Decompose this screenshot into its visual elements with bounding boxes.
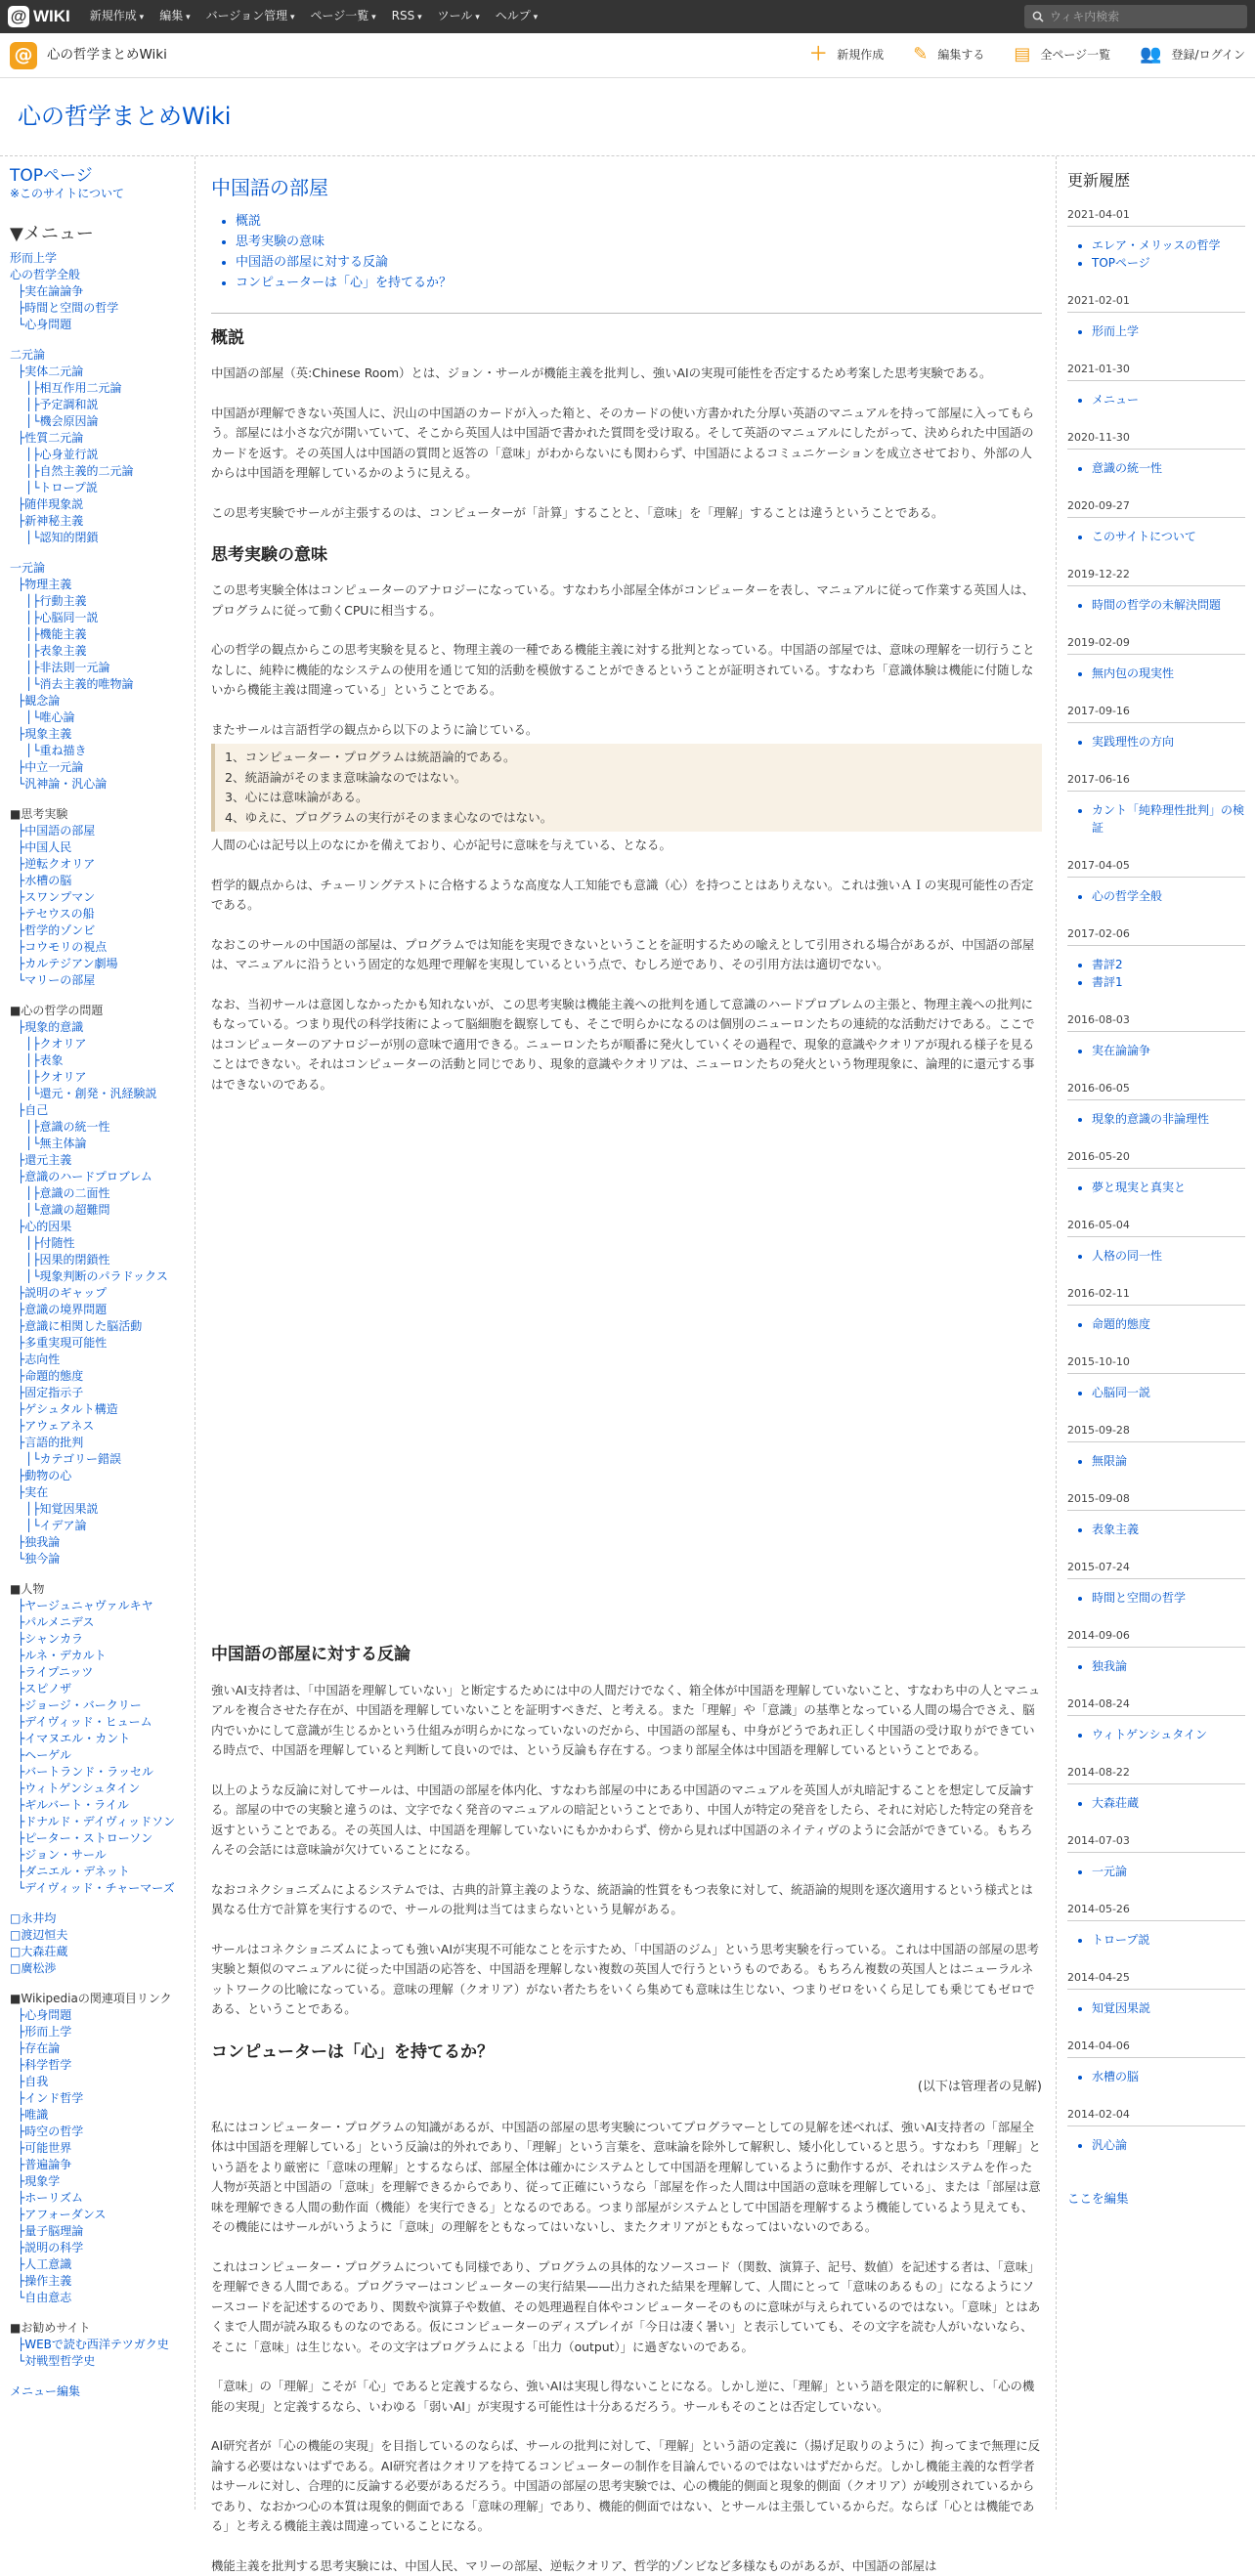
history-item[interactable]: • 知覚因果説	[1092, 1999, 1245, 2017]
history-list	[1092, 1726, 1245, 1743]
sidebar-item[interactable]: └デイヴィッド・チャーマーズ	[18, 1881, 175, 1895]
history-date: 2014-08-22	[1067, 1765, 1245, 1784]
divider	[211, 313, 1042, 314]
history-item[interactable]: • エレア・メリッスの哲学	[1092, 236, 1245, 254]
sidebar-item[interactable]: │└認知的閉鎖	[25, 531, 99, 544]
sidebar-item[interactable]: │└現象判断のパラドックス	[25, 1269, 168, 1283]
sidebar-item[interactable]: ├カルテジアン劇場	[18, 957, 118, 970]
history-item[interactable]: • TOPページ	[1092, 254, 1245, 272]
login-button[interactable]: 👥 登録/ログイン	[1140, 41, 1245, 69]
sidebar-item[interactable]: ├独我論	[18, 1535, 61, 1549]
toc-item[interactable]: • 概説	[236, 211, 1042, 232]
sidebar-item[interactable]: │└意識の超難問	[25, 1203, 110, 1217]
sidebar-item[interactable]: │└機会原因論	[25, 414, 99, 428]
sidebar-item[interactable]: │├非法則一元論	[25, 661, 110, 674]
history-item[interactable]: • カント「純粋理性批判」の検証	[1092, 801, 1245, 837]
history-item[interactable]: • 命題的態度	[1092, 1315, 1245, 1333]
about-site-link[interactable]: ※このサイトについて	[10, 187, 124, 200]
sidebar-item[interactable]: 心の哲学全般	[10, 268, 81, 281]
history-list	[1092, 1863, 1245, 1880]
sidebar-item[interactable]: ├実在論論争	[18, 284, 84, 298]
sidebar-item[interactable]: ├スピノザ	[18, 1682, 72, 1696]
sidebar-item[interactable]: └汎神論・汎心論	[18, 777, 108, 791]
sidebar-item[interactable]: │└イデア論	[25, 1519, 87, 1532]
history-item[interactable]: • 独我論	[1092, 1657, 1245, 1675]
site-header-title[interactable]: 心の哲学まとめWiki	[47, 46, 167, 63]
history-item[interactable]: • 書評2	[1092, 956, 1245, 973]
history-date: 2014-09-06	[1067, 1628, 1245, 1648]
sidebar-item[interactable]: ├心的因果	[18, 1220, 72, 1233]
argument-line: 4、ゆえに、プログラムの実行がそのまま心なのではない。	[225, 809, 553, 825]
sidebar-group	[10, 806, 195, 989]
sidebar-item[interactable]: ├ギルバート・ライル	[18, 1798, 129, 1812]
sidebar-item[interactable]: ├命題的態度	[18, 1369, 84, 1383]
sidebar-item[interactable]: ├シャンカラ	[18, 1632, 83, 1646]
sidebar-item[interactable]: │└還元・創発・汎経験説	[25, 1087, 157, 1100]
sidebar-item[interactable]: │├知覚因果説	[25, 1502, 99, 1516]
history-list	[1092, 1452, 1245, 1470]
history-list	[1092, 1657, 1245, 1675]
paragraph: 中国語が理解できない英国人に、沢山の中国語のカードが入った箱と、そのカードの使い方書かれた分厚い英語のマニュアルを持って部屋に入ってもらう。部屋には小さな穴が開いていて、そこから英国人は中国語で書かれた質問を受け取る。そして英語のマニュアルにしたがって、決められた中国語のカードを返す。その英国人は中国語の質問と返答の「意味」がわからないにも関わらず、中国語によるコミュニケーションを成立させており、外部の人からは中国語を理解しているかのように見える。	[211, 405, 1035, 481]
paragraph: なおコネクショニズムによるシステムでは、古典的計算主義のような、統語論的性質をもつ表象に対して、統語論的規則を逐次適用するという様式とは異なる仕方で計算を実行するので、サールの批判は当てはまらないという見解がある。	[211, 1881, 1033, 1917]
history-date: 2015-09-28	[1067, 1423, 1245, 1442]
history-date: 2017-09-16	[1067, 704, 1245, 723]
sidebar-item[interactable]: │├表象	[25, 1053, 64, 1067]
history-item[interactable]: • 意識の統一性	[1092, 459, 1245, 477]
sidebar-item[interactable]: 二元論	[10, 348, 46, 362]
sidebar-item[interactable]: ├動物の心	[18, 1469, 72, 1482]
argument-line: 2、統語論がそのまま意味論なのではない。	[225, 769, 467, 785]
history-item[interactable]: • 心脳同一説	[1092, 1384, 1245, 1401]
sidebar-item[interactable]: □永井均	[10, 1911, 57, 1925]
sidebar-item[interactable]: ├時間と空間の哲学	[18, 301, 119, 315]
update-history-list	[1067, 207, 1245, 2154]
sidebar-item[interactable]: │└無主体論	[25, 1137, 87, 1150]
sidebar-item[interactable]: └自由意志	[18, 2291, 72, 2304]
sidebar-item[interactable]: │├予定調和説	[25, 398, 99, 411]
paragraph: またサールは言語哲学の観点から以下のように論じている。	[211, 721, 539, 737]
history-date: 2015-07-24	[1067, 1560, 1245, 1579]
history-item[interactable]: • 人格の同一性	[1092, 1247, 1245, 1265]
wiki-search-input[interactable]	[1050, 10, 1235, 23]
history-item[interactable]: • 無内包の現実性	[1092, 665, 1245, 682]
history-item[interactable]: • 現象的意識の非論理性	[1092, 1110, 1245, 1128]
sidebar-group	[10, 347, 195, 546]
sidebar-item: ■思考実験	[10, 807, 68, 821]
sidebar-item[interactable]: └独今論	[18, 1552, 61, 1566]
history-list	[1092, 2136, 1245, 2154]
history-list	[1092, 1247, 1245, 1265]
sidebar-group	[10, 1003, 195, 1567]
argument-line: 3、心には意味論がある。	[225, 790, 368, 805]
section-heading-meaning: 思考実験の意味	[211, 545, 327, 566]
history-date: 2017-04-05	[1067, 858, 1245, 878]
history-item[interactable]: • 表象主義	[1092, 1521, 1245, 1538]
sidebar-item[interactable]: ├ダニエル・デネット	[18, 1865, 130, 1878]
site-logo-icon[interactable]: @	[10, 42, 37, 69]
search-icon	[1032, 11, 1044, 22]
sidebar-item[interactable]: │├付随性	[25, 1236, 75, 1250]
sidebar-item[interactable]: □渡辺恒夫	[10, 1928, 68, 1942]
menu-heading: ▼メニュー	[10, 224, 94, 244]
sidebar-menu	[10, 250, 195, 2370]
sidebar-item[interactable]: ├アフォーダンス	[18, 2208, 107, 2221]
sidebar-item[interactable]: ├多重実現可能性	[18, 1336, 108, 1350]
paragraph: 中国語の部屋（英:Chinese Room）とは、ジョン・サールが機能主義を批判し、強いAIの実現可能性を否定するため考案した思考実験である。	[211, 365, 992, 381]
sidebar-item[interactable]: │├意識の統一性	[25, 1120, 110, 1134]
sidebar-item[interactable]: ├パルメニデス	[18, 1615, 95, 1629]
history-item[interactable]: • メニュー	[1092, 391, 1245, 408]
sidebar-item[interactable]: ├言語的批判	[18, 1436, 84, 1449]
sidebar-item[interactable]: ├物理主義	[18, 578, 72, 591]
sidebar-item[interactable]: ├ピーター・ストローソン	[18, 1831, 153, 1845]
toc-item[interactable]: • コンピューターは「心」を持てるか？	[236, 273, 1042, 293]
sidebar-item[interactable]: │└唯心論	[25, 710, 75, 724]
sidebar-item[interactable]: │└トロープ説	[25, 481, 98, 494]
history-list	[1092, 528, 1245, 545]
sidebar-item[interactable]: ├唯識	[18, 2108, 49, 2122]
history-list	[1092, 665, 1245, 682]
sidebar-item[interactable]: ├中立一元論	[18, 760, 84, 774]
paragraph: 哲学的観点からは、チューリングテストに合格するような高度な人工知能でも意識（心）を持つことはありえない。これは強いＡＩの実現可能性の否定である。	[211, 877, 1034, 913]
sidebar-item[interactable]: ├観念論	[18, 694, 61, 708]
paragraph: なお、当初サールは意図しなかったかも知れないが、この思考実験は機能主義への批判を通して意識のハードプロブレムの主張と、物理主義への批判にもなっている。つまり現代の科学技術によって脳細胞を観察しても、そこで明らかになるのは個別のニューロンたちの連続的な活動だけである。ここではコンピューターのアナロジーが別の意味で適用できる。ニューロンたちが順番に発火していくその過程で、現象的意識やクオリアが現れる様子を見ることはできない。それはコンピューターの活動と同じであり、現象的意識やクオリアは、ニューロンたちの発火という物理現象に、論理的に還元する事はできないのである。	[211, 996, 1035, 1092]
toc-item[interactable]: • 中国語の部屋に対する反論	[236, 252, 1042, 273]
history-list	[1092, 596, 1245, 614]
pencil-icon: ✎	[913, 44, 929, 65]
history-item[interactable]: • 水槽の脳	[1092, 2068, 1245, 2085]
history-date: 2020-11-30	[1067, 430, 1245, 450]
history-list	[1092, 1794, 1245, 1812]
sidebar-item[interactable]: 形而上学	[10, 251, 58, 265]
sidebar-item[interactable]: ├心身問題	[18, 2008, 72, 2022]
top-menu-item[interactable]: 新規作成 ▾	[82, 7, 151, 25]
update-history-heading: 更新履歴	[1067, 171, 1131, 190]
history-item[interactable]: • 心の哲学全般	[1092, 887, 1245, 905]
history-list	[1092, 236, 1245, 272]
history-item[interactable]: • 実践理性の方向	[1092, 733, 1245, 751]
sidebar-group	[10, 2320, 195, 2370]
sidebar-item[interactable]: ├現象主義	[18, 727, 72, 741]
sidebar-item[interactable]: │├クオリア	[25, 1037, 87, 1051]
sidebar-item[interactable]: ├自己	[18, 1103, 49, 1117]
top-menu-item[interactable]: ページ一覧 ▾	[303, 7, 384, 25]
sidebar-item[interactable]: │├心身並行説	[25, 448, 99, 461]
history-item[interactable]: • 夢と現実と真実と	[1092, 1179, 1245, 1196]
history-date: 2014-07-03	[1067, 1833, 1245, 1853]
history-item[interactable]: • 一元論	[1092, 1863, 1245, 1880]
sidebar-group	[10, 1911, 195, 1977]
left-sidebar	[0, 156, 195, 2510]
section-heading-overview: 概説	[211, 328, 244, 348]
sidebar-item[interactable]: ├科学哲学	[18, 2058, 72, 2072]
history-item[interactable]: • 無限論	[1092, 1452, 1245, 1470]
history-date: 2020-09-27	[1067, 498, 1245, 518]
sidebar-item[interactable]: │├機能主義	[25, 627, 87, 641]
sidebar-item[interactable]: ├意識の境界問題	[18, 1303, 108, 1316]
paragraph: 私にはコンピューター・プログラムの知識があるが、中国語の部屋の思考実験についてプログラマーとしての見解を述べれば、強いAI支持者の「部屋全体は中国語を理解している」という反論は的外れであり、「理解」という言葉を、意味論を除外して解釈し、矮小化していると思う。すなわち「理解」という語をより厳密に「意味の理解」とするならば、部屋全体は確かにシステムとして中国語を理解しているように動作するが、それはシステムを作った人物が英語と中国語の「意味」を理解できるからであり、従って正確にいうなら「部屋を作った人間は中国語の意味を理解している」、または「部屋は意味を理解できる人間の動作面（機能）を実行できる」となるのである。つまり部屋がシステムとして中国語を理解するよう機能しているよう見えても、その機能にはサールがいうように「意味」の理解をともなってはいないし、またクオリアがともなってはいないのである。	[211, 2119, 1041, 2235]
history-date: 2015-10-10	[1067, 1354, 1245, 1374]
history-list	[1092, 322, 1245, 340]
sidebar-item[interactable]: ├イマヌエル・カント	[18, 1732, 131, 1745]
top-menu-item[interactable]: バージョン管理 ▾	[198, 7, 303, 25]
history-date: 2014-04-25	[1067, 1970, 1245, 1990]
history-list	[1092, 1931, 1245, 1949]
history-item[interactable]: • 時間と空間の哲学	[1092, 1589, 1245, 1607]
ad-space	[211, 1114, 1042, 1632]
history-item[interactable]: • トロープ説	[1092, 1931, 1245, 1949]
sidebar-item[interactable]: │└重ね描き	[25, 744, 87, 757]
history-date: 2019-02-09	[1067, 635, 1245, 655]
sidebar-item[interactable]: □廣松渉	[10, 1961, 57, 1975]
at-logo-icon: @	[8, 6, 29, 27]
top-menu-item[interactable]: RSS ▾	[384, 7, 430, 25]
sidebar-item[interactable]: ├形而上学	[18, 2025, 72, 2039]
site-title[interactable]: 心の哲学まとめWiki	[0, 78, 1255, 156]
sidebar-item[interactable]: ├バートランド・ラッセル	[18, 1765, 153, 1779]
sidebar-item[interactable]: ├アウェアネス	[18, 1419, 95, 1433]
history-date: 2016-06-05	[1067, 1081, 1245, 1100]
sidebar-item[interactable]: ├実体二元論	[18, 365, 84, 378]
sidebar-item[interactable]: ├逆転クオリア	[18, 857, 96, 871]
history-item[interactable]: • 汎心論	[1092, 2136, 1245, 2154]
sidebar-item[interactable]: ├ドナルド・デイヴィッドソン	[18, 1815, 176, 1828]
paragraph: この思考実験全体はコンピューターのアナロジーになっている。すなわち小部屋全体がコンピューターを表し、マニュアルに従って作業する英国人は、プログラムに従って動くCPUに相当する。	[211, 582, 1035, 618]
sidebar-item[interactable]: ├ゲシュタルト構造	[18, 1402, 118, 1416]
paragraph: 心の哲学の観点からこの思考実験を見ると、物理主義の一種である機能主義に対する批判となっている。中国語の部屋では、意味の理解を一切行うことなしに、純粋に機能的なシステムの使用を通じて知的活動を模倣することができるということが証明されている。すなわち「意識体験は機能に付随しないから機能主義は間違っている」ということである。	[211, 642, 1035, 698]
sidebar-item[interactable]: ├志向性	[18, 1352, 61, 1366]
sidebar-item[interactable]: │└消去主義的唯物論	[25, 677, 134, 691]
sidebar-item[interactable]: 一元論	[10, 561, 46, 575]
menu-edit-link[interactable]: メニュー編集	[10, 2384, 81, 2398]
sidebar-item[interactable]: ├デイヴィッド・ヒューム	[18, 1715, 152, 1729]
sidebar-item[interactable]: │├心脳同一説	[25, 611, 99, 624]
sidebar-item[interactable]: │├意識の二面性	[25, 1186, 110, 1200]
paragraph: サールはコネクショニズムによっても強いAIが実現不可能なことを示すため、「中国語のジム」という思考実験を行っている。これは中国語の部屋の思考実験と類似のマニュアルに従った中国語の応答を、中国語を理解しない複数の英国人で行うというものである。もちろん複数の英国人とはニューラルネットワークの比喩になっている。意味の理解（クオリア）がない者たちをいくら集めても意味は生じない、つまりゼロをいくら足しても乗じてもゼロである、ということである。	[211, 1941, 1040, 2017]
wiki-search-box	[1024, 5, 1247, 28]
history-date: 2015-09-08	[1067, 1491, 1245, 1511]
section-heading-objection: 中国語の部屋に対する反論	[211, 1645, 411, 1665]
table-of-contents	[236, 211, 1042, 293]
history-date: 2016-02-11	[1067, 1286, 1245, 1306]
sidebar-group	[10, 560, 195, 793]
sidebar-item[interactable]: ├ヘーゲル	[18, 1748, 71, 1762]
history-date: 2014-08-24	[1067, 1696, 1245, 1716]
sidebar-item[interactable]: □大森荘蔵	[10, 1945, 68, 1958]
all-pages-button[interactable]: ▤ 全ページ一覧	[1014, 41, 1110, 69]
argument-box	[211, 744, 1042, 832]
history-date: 2017-06-16	[1067, 772, 1245, 792]
sidebar-item[interactable]: └心身問題	[18, 318, 72, 331]
sidebar-item[interactable]: ├スワンプマン	[18, 890, 96, 904]
argument-line: 1、コンピューター・プログラムは統語論的である。	[225, 750, 516, 765]
history-date: 2014-05-26	[1067, 1902, 1245, 1921]
sidebar-item[interactable]: ├操作主義	[18, 2274, 72, 2288]
sidebar-item[interactable]: ├固定指示子	[18, 1386, 84, 1399]
sidebar-item[interactable]: │├自然主義的二元論	[25, 464, 134, 478]
sidebar-item[interactable]: │├因果的閉鎖性	[25, 1253, 110, 1267]
sidebar-item[interactable]: │├クオリア	[25, 1070, 87, 1084]
history-item[interactable]: • ウィトゲンシュタイン	[1092, 1726, 1245, 1743]
sidebar-item: ■Wikipediaの関連項目リンク	[10, 1992, 172, 2005]
history-list	[1092, 1589, 1245, 1607]
sidebar-item[interactable]: └マリーの部屋	[18, 973, 96, 987]
sidebar-item[interactable]: ├ホーリズム	[18, 2191, 83, 2205]
page-title: 中国語の部屋	[211, 176, 328, 199]
sidebar-item[interactable]: ├テセウスの船	[18, 907, 95, 921]
sidebar-item[interactable]: ├哲学的ゾンビ	[18, 923, 96, 937]
document-icon: ▤	[1014, 44, 1031, 65]
top-menu-item[interactable]: ヘルプ ▾	[488, 7, 545, 25]
history-item[interactable]: • 書評1	[1092, 973, 1245, 991]
top-menu	[82, 7, 545, 25]
history-list	[1092, 459, 1245, 477]
edit-page-button[interactable]: ✎ 編集する	[913, 41, 984, 69]
history-list	[1092, 1179, 1245, 1196]
history-date: 2014-04-06	[1067, 2039, 1245, 2058]
history-list	[1092, 1521, 1245, 1538]
sidebar-item[interactable]: ├現象的意識	[18, 1020, 84, 1034]
paragraph: この思考実験でサールが主張するのは、コンピューターが「計算」することと、「意味」を「理解」することは違うということである。	[211, 504, 944, 520]
history-list	[1092, 2068, 1245, 2085]
sidebar-item[interactable]: ├性質二元論	[18, 431, 84, 445]
paragraph: これはコンピューター・プログラムについても同様であり、プログラムの具体的なソースコード（関数、演算子、記号、数値）を記述する者は、「意味」を理解できる人間である。プログラマーはコンピューターの実行結果——出力された結果を理解して、人間にとって「意味のあるもの」になるようにソースコードを記述するのであり、関数や演算子や数値、その処理過程自体やコンピューターそのものに意味が与えられているのではない。「意味」とはあくまで人間が読み取るものなのである。仮にコンピューターのディスプレイが「今日は凄く暑い」と表示していても、その文字を読む人がいないなら、そこに「意味」は生じない。その文字はプログラムによる「出力（output）」に過ぎないのである。	[211, 2258, 1041, 2354]
sidebar-item[interactable]: ├ジョン・サール	[18, 1848, 107, 1862]
sidebar-item[interactable]: ├ウィトゲンシュタイン	[18, 1782, 141, 1795]
header-actions	[809, 41, 1245, 69]
sidebar-group	[10, 1991, 195, 2306]
history-date: 2021-04-01	[1067, 207, 1245, 227]
sidebar-item[interactable]: ├現象学	[18, 2174, 61, 2188]
top-menu-item[interactable]: ツール ▾	[430, 7, 488, 25]
right-sidebar	[1056, 156, 1255, 2510]
history-list	[1092, 887, 1245, 905]
sidebar-item[interactable]: ├普遍論争	[18, 2158, 72, 2171]
history-list	[1092, 1042, 1245, 1059]
history-item[interactable]: • 形而上学	[1092, 322, 1245, 340]
sidebar-item[interactable]: ├新神秘主義	[18, 514, 84, 528]
sidebar-item[interactable]: ├自我	[18, 2075, 49, 2088]
sidebar-item[interactable]: └対戦型哲学史	[18, 2354, 96, 2368]
sidebar-item[interactable]: ├意識のハードプロブレム	[18, 1170, 152, 1183]
sidebar-item[interactable]: │├行動主義	[25, 594, 87, 608]
sidebar-item[interactable]: ├存在論	[18, 2041, 61, 2055]
sidebar-item: ■お勧めサイト	[10, 2321, 91, 2335]
sidebar-item[interactable]: ├時空の哲学	[18, 2125, 84, 2138]
history-item[interactable]: • 大森荘蔵	[1092, 1794, 1245, 1812]
sidebar-item[interactable]: ├ジョージ・バークリー	[18, 1698, 142, 1712]
history-item[interactable]: • このサイトについて	[1092, 528, 1245, 545]
history-date: 2021-01-30	[1067, 362, 1245, 381]
history-list	[1092, 733, 1245, 751]
sidebar-item[interactable]: ├WEBで読む西洋テツガク史	[18, 2338, 169, 2351]
sidebar-item[interactable]: ├還元主義	[18, 1153, 72, 1167]
sidebar-item[interactable]: ├中国人民	[18, 840, 72, 854]
sidebar-item[interactable]: │├相互作用二元論	[25, 381, 122, 395]
sidebar-item[interactable]: ├量子脳理論	[18, 2224, 84, 2238]
sidebar-item[interactable]: ├ルネ・デカルト	[18, 1649, 107, 1662]
sidebar-item[interactable]: ├インド哲学	[18, 2091, 84, 2105]
sidebar-group	[10, 250, 195, 333]
history-item[interactable]: • 実在論論争	[1092, 1042, 1245, 1059]
sidebar-item[interactable]: │├表象主義	[25, 644, 87, 658]
sidebar-item[interactable]: ├水槽の脳	[18, 874, 72, 887]
new-page-button[interactable]: ＋ 新規作成	[809, 41, 884, 69]
sidebar-group	[10, 1581, 195, 1897]
history-date: 2016-05-20	[1067, 1149, 1245, 1169]
history-date: 2017-02-06	[1067, 926, 1245, 946]
history-list	[1092, 801, 1245, 837]
plus-icon: ＋	[809, 44, 828, 65]
wiki-logo[interactable]: @ WIKI	[8, 3, 70, 29]
site-header	[0, 33, 1255, 78]
history-list	[1092, 1999, 1245, 2017]
top-bar	[0, 0, 1255, 33]
paragraph: 「意味」の「理解」こそが「心」であると定義するなら、強いAIは実現し得ないことになる。しかし逆に、「理解」という語を限定的に解釈し、「心の機能の実現」と定義するなら、いわゆる「弱いAI」が実現する可能性は十分あるだろう。サールもそのことは否定していない。	[211, 2379, 1035, 2414]
history-list	[1092, 1384, 1245, 1401]
paragraph: なおこのサールの中国語の部屋は、プログラムでは知能を実現できないということを証明するための喩えとして引用される場合があるが、中国語の部屋は、マニュアルに沿うという固定的な処理で理解を実現しているという点で、むしろ逆であり、その引用方法は適切でない。	[211, 936, 1035, 972]
sidebar-item[interactable]: │└カテゴリー錯誤	[25, 1452, 121, 1466]
history-list	[1092, 391, 1245, 408]
sidebar-item[interactable]: ├意識に相関した脳活動	[18, 1319, 143, 1333]
sidebar-item[interactable]: ├説明のギャップ	[18, 1286, 108, 1300]
sidebar-item[interactable]: ├随伴現象説	[18, 497, 84, 511]
paragraph: 機能主義を批判する思考実験には、中国人民、マリーの部屋、逆転クオリア、哲学的ゾンビなど多様なものがあるが、中国語の部屋は	[211, 2557, 937, 2573]
history-item[interactable]: • 時間の哲学の未解決問題	[1092, 596, 1245, 614]
history-list	[1092, 956, 1245, 991]
sidebar-item[interactable]: ├ライプニッツ	[18, 1665, 94, 1679]
history-date: 2019-12-22	[1067, 567, 1245, 586]
edit-here-link[interactable]: ここを編集	[1067, 2190, 1129, 2206]
sidebar-item[interactable]: ├人工意識	[18, 2257, 72, 2271]
user-add-icon: 👥	[1140, 44, 1162, 65]
paragraph: AI研究者が「心の機能の実現」を目指しているのならば、サールの批判に対して、「理解」という語の定義に（揚げ足取りのように）拘ってまで無理に反論する必要はないはずである。AI研究者はクオリアを持てるコンピューターの制作を目論んでいるのではないはずだからだ。しかし機能主義的な哲学者はサールに対し、合理的に反論する必要があるだろう。中国語の部屋の思考実験では、心の機能的側面と現象的側面（クオリア）が峻別されているからであり、なおかつ心の本質は現象的側面である「意味の理解」であり、機能的側面ではない、とサールは主張しているからだ。ならば「心とは機能である」と考える機能主義は間違っていることになる。	[211, 2438, 1040, 2534]
history-list	[1092, 1315, 1245, 1333]
paragraph: 人間の心は記号以上のなにかを備えており、心が記号に意味を与えている、となる。	[211, 837, 671, 853]
history-date: 2021-02-01	[1067, 293, 1245, 313]
history-date: 2016-08-03	[1067, 1012, 1245, 1032]
section-heading-mind: コンピューターは「心」を持てるか？	[211, 2041, 494, 2062]
history-date: 2016-05-04	[1067, 1218, 1245, 1237]
sidebar-item: ■人物	[10, 1582, 45, 1596]
admin-note: (以下は管理者の見解)	[917, 2079, 1042, 2094]
sidebar-item[interactable]: ├実在	[18, 1485, 49, 1499]
sidebar-item[interactable]: ├中国語の部屋	[18, 824, 96, 837]
history-date: 2014-02-04	[1067, 2107, 1245, 2126]
main-content	[195, 156, 1056, 2573]
top-menu-item[interactable]: 編集 ▾	[151, 7, 197, 25]
toc-item[interactable]: • 思考実験の意味	[236, 232, 1042, 252]
sidebar-item[interactable]: ├説明の科学	[18, 2241, 84, 2254]
top-page-link[interactable]: TOPページ	[10, 166, 93, 186]
sidebar-item[interactable]: ├ヤージュニャヴァルキヤ	[18, 1599, 153, 1612]
paragraph: 以上のような反論に対してサールは、中国語の部屋を体内化、すなわち部屋の中にある中国語のマニュアルを英国人が丸暗記することを想定して反論する。部屋の中での実験と違うのは、文字でなく発音のマニュアルの暗記ということであり、中国人が特定の発音をしたら、それに対応した特定の発音を返すということである。その英国人は、中国語を理解していないにもかかわらず、傍から見れば中国語のネイティヴのように会話ができている。もちろんその会話には意味論が欠けていることになる。	[211, 1782, 1035, 1858]
sidebar-item[interactable]: ├可能世界	[18, 2141, 72, 2155]
paragraph: 強いAI支持者は、「中国語を理解していない」と断定するためには中の人間だけでなく、箱全体が中国語を理解していないこと、すなわち中の人とマニュアルを複合させた存在が、中国語を理解していないことを証明すべきだ、と考える。また「理解」や「意識」の基準となっている人間の場合でさえ、脳内でいかにして意識が生じるかという仕組みが明らかになっていないのだから、中国語の部屋も、中身がどうであれ正しく中国語の受け取りができている時点で、中国語を理解していると判断して良いのでは、という反論も存在する。つまり部屋全体は中国語を理解しているということである。	[211, 1682, 1041, 1758]
sidebar-item: ■心の哲学の問題	[10, 1004, 104, 1017]
sidebar-item[interactable]: ├コウモリの視点	[18, 940, 108, 954]
history-list	[1092, 1110, 1245, 1128]
